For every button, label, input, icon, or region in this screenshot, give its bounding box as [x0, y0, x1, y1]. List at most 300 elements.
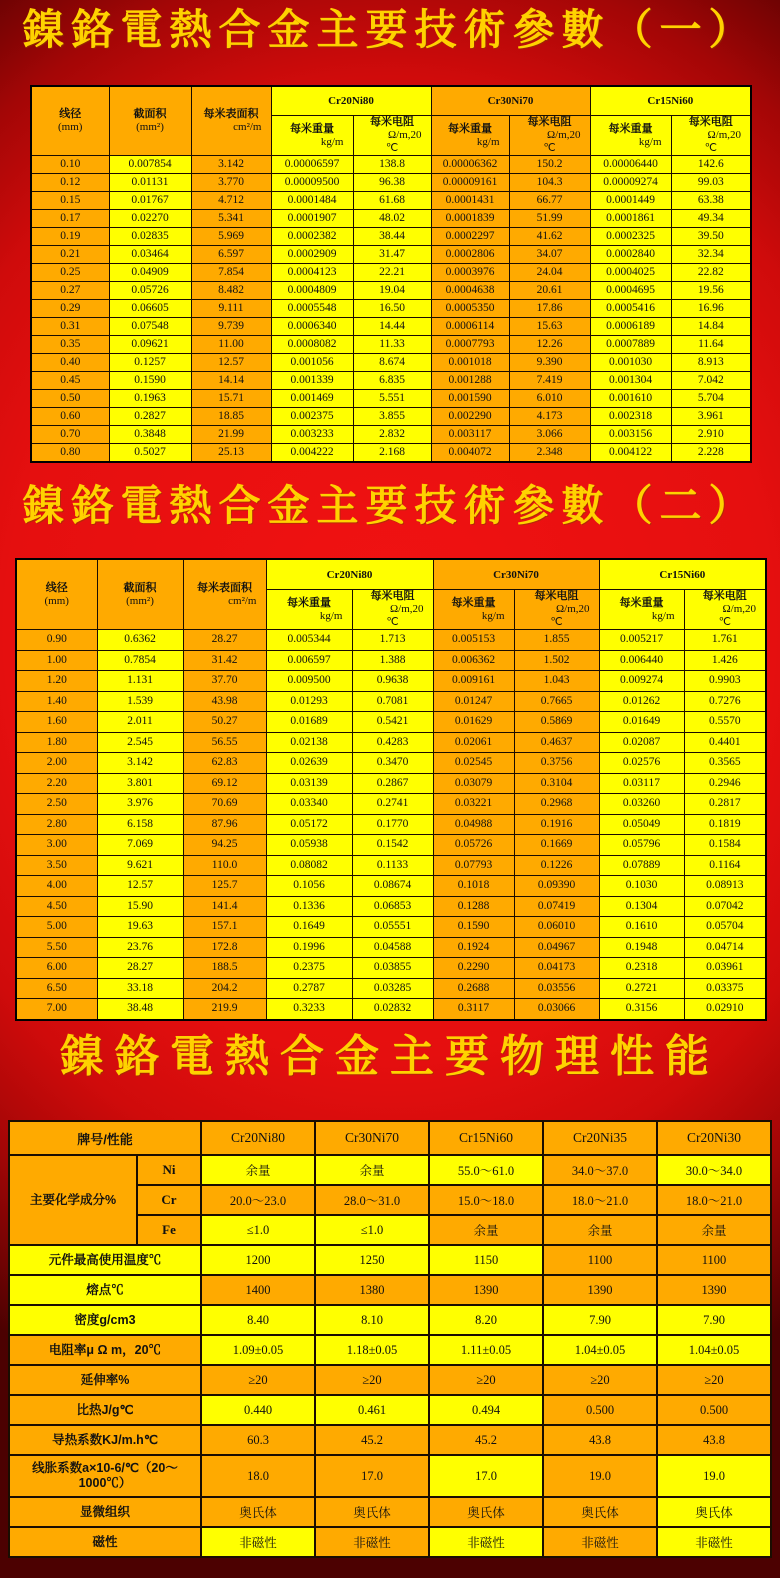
header-resistance-line1: 每米电阻	[534, 590, 579, 602]
data-cell: 1100	[543, 1245, 657, 1275]
data-cell: 34.07	[509, 246, 590, 264]
table-row	[16, 650, 766, 671]
data-cell: 0.001590	[431, 390, 509, 408]
data-cell: 0.00009500	[271, 174, 353, 192]
data-cell: 20.0～23.0	[201, 1185, 315, 1215]
header-resistance-line1: 每米电阻	[370, 116, 414, 128]
data-cell: 3.50	[16, 855, 97, 876]
data-cell: 0.1948	[599, 937, 684, 958]
data-cell: 39.50	[671, 228, 751, 246]
header-alloy-cr20ni80: Cr20Ni80	[271, 86, 431, 116]
data-cell: 0.1304	[599, 896, 684, 917]
header-diameter-line2: (mm)	[58, 121, 83, 133]
data-cell: 150.2	[509, 156, 590, 174]
data-cell: 9.390	[509, 354, 590, 372]
data-cell: 0.1770	[352, 814, 433, 835]
data-cell: 0.01689	[266, 712, 352, 733]
data-cell: 12.57	[191, 354, 271, 372]
data-cell: 6.835	[353, 372, 431, 390]
header-diameter	[16, 559, 97, 630]
tech-params-table-2-body	[16, 630, 766, 1020]
data-cell: 0.7081	[352, 691, 433, 712]
data-cell: ≤1.0	[315, 1215, 429, 1245]
property-row	[9, 1455, 771, 1497]
data-cell: 18.85	[191, 408, 271, 426]
data-cell: 4.00	[16, 876, 97, 897]
data-cell: 37.70	[183, 671, 266, 692]
table-row	[16, 671, 766, 692]
chem-element-label: Ni	[137, 1155, 201, 1185]
header-resistance-line1: 每米电阻	[370, 590, 415, 602]
data-cell: 0.25	[31, 264, 109, 282]
table-row	[31, 246, 751, 264]
table-row	[16, 958, 766, 979]
data-cell: 0.4283	[352, 732, 433, 753]
data-cell: 0.27	[31, 282, 109, 300]
tech-params-table-2	[15, 558, 767, 1021]
data-cell: 0.01293	[266, 691, 352, 712]
data-cell: 0.0001484	[271, 192, 353, 210]
data-cell: 41.62	[509, 228, 590, 246]
data-cell: 0.2721	[599, 978, 684, 999]
data-cell: 0.09621	[109, 336, 191, 354]
data-cell: 0.1030	[599, 876, 684, 897]
property-label: 线胀系数a×10-6/℃（20～1000℃）	[9, 1455, 201, 1497]
table-row	[31, 372, 751, 390]
data-cell: 0.1590	[109, 372, 191, 390]
header-resistance-per-meter	[353, 116, 431, 156]
data-cell: 3.142	[97, 753, 183, 774]
data-cell: 0.1018	[433, 876, 514, 897]
header-diameter-line2: (mm)	[44, 594, 69, 607]
data-cell: 0.07042	[684, 896, 766, 917]
header-surface-area-line1: 每米表面积	[197, 581, 252, 594]
data-cell: 2.348	[509, 444, 590, 463]
data-cell: 1390	[429, 1275, 543, 1305]
data-cell: 0.5869	[514, 712, 599, 733]
data-cell: 1150	[429, 1245, 543, 1275]
data-cell: 0.06853	[352, 896, 433, 917]
property-label: 磁性	[9, 1527, 201, 1557]
header-resistance-line3: ℃	[543, 142, 556, 154]
data-cell: 0.02835	[109, 228, 191, 246]
data-cell: ≥20	[429, 1365, 543, 1395]
table-row	[31, 156, 751, 174]
header-alloy-cr15ni60: Cr15Ni60	[599, 559, 766, 590]
data-cell: 142.6	[671, 156, 751, 174]
data-cell: 0.03340	[266, 794, 352, 815]
data-cell: 0.0004025	[590, 264, 671, 282]
data-cell: 0.1996	[266, 937, 352, 958]
data-cell: 0.002290	[431, 408, 509, 426]
data-cell: 0.0008082	[271, 336, 353, 354]
property-label: 延伸率%	[9, 1365, 201, 1395]
data-cell: 0.05726	[109, 282, 191, 300]
data-cell: 0.500	[543, 1395, 657, 1425]
data-cell: 15.63	[509, 318, 590, 336]
data-cell: 0.3848	[109, 426, 191, 444]
data-cell: 96.38	[353, 174, 431, 192]
header-resistance-line3: ℃	[386, 616, 399, 628]
data-cell: 1.18±0.05	[315, 1335, 429, 1365]
data-cell: 23.76	[97, 937, 183, 958]
data-cell: 1.043	[514, 671, 599, 692]
data-cell: 0.05938	[266, 835, 352, 856]
data-cell: 43.8	[657, 1425, 771, 1455]
property-row	[9, 1245, 771, 1275]
data-cell: 0.1669	[514, 835, 599, 856]
data-cell: 8.482	[191, 282, 271, 300]
data-cell: 0.001339	[271, 372, 353, 390]
header-resistance-per-meter	[509, 116, 590, 156]
header-resistance-per-meter	[352, 590, 433, 630]
table-row	[31, 318, 751, 336]
data-cell: 0.00009161	[431, 174, 509, 192]
property-label: 比热J/g℃	[9, 1395, 201, 1425]
data-cell: 110.0	[183, 855, 266, 876]
data-cell: 0.00006362	[431, 156, 509, 174]
data-cell: 7.069	[97, 835, 183, 856]
data-cell: 0.05172	[266, 814, 352, 835]
table-row	[16, 691, 766, 712]
header-surface-area	[183, 559, 266, 630]
property-row	[9, 1497, 771, 1527]
data-cell: 5.969	[191, 228, 271, 246]
data-cell: 奥氏体	[315, 1497, 429, 1527]
data-cell: 0.05726	[433, 835, 514, 856]
property-row	[9, 1275, 771, 1305]
data-cell: 8.10	[315, 1305, 429, 1335]
data-cell: 0.05796	[599, 835, 684, 856]
data-cell: 0.001056	[271, 354, 353, 372]
data-cell: 0.003156	[590, 426, 671, 444]
data-cell: 0.02545	[433, 753, 514, 774]
data-cell: 0.9903	[684, 671, 766, 692]
header-weight-per-meter	[599, 590, 684, 630]
header-resistance-line3: ℃	[718, 616, 731, 628]
data-cell: 0.3104	[514, 773, 599, 794]
header-diameter-line1: 线径	[45, 581, 68, 594]
data-cell: 0.03079	[433, 773, 514, 794]
header-cross-section-line1: 截面积	[123, 581, 157, 594]
data-cell: 4.173	[509, 408, 590, 426]
header-weight-per-meter	[431, 116, 509, 156]
data-cell: 0.2290	[433, 958, 514, 979]
data-cell: 204.2	[183, 978, 266, 999]
data-cell: 0.40	[31, 354, 109, 372]
data-cell: 0.0004638	[431, 282, 509, 300]
header-grade-property: 牌号/性能	[9, 1121, 201, 1155]
data-cell: 0.01131	[109, 174, 191, 192]
table-row	[31, 390, 751, 408]
data-cell: 0.2968	[514, 794, 599, 815]
table-row	[16, 732, 766, 753]
data-cell: 125.7	[183, 876, 266, 897]
data-cell: 0.31	[31, 318, 109, 336]
data-cell: 0.03556	[514, 978, 599, 999]
table-row	[16, 814, 766, 835]
table-row	[31, 174, 751, 192]
header-weight-line1: 每米重量	[608, 122, 653, 135]
tech-params-table-1	[30, 85, 752, 463]
table-row	[16, 712, 766, 733]
table-row	[31, 192, 751, 210]
data-cell: 0.12	[31, 174, 109, 192]
data-cell: 0.1257	[109, 354, 191, 372]
data-cell: 55.0～61.0	[429, 1155, 543, 1185]
header-resistance-line2: Ω/m,20	[722, 603, 757, 615]
data-cell: 0.0001449	[590, 192, 671, 210]
data-cell: 18.0～21.0	[657, 1185, 771, 1215]
data-cell: 0.001030	[590, 354, 671, 372]
data-cell: 8.913	[671, 354, 751, 372]
data-cell: 0.2867	[352, 773, 433, 794]
data-cell: 14.84	[671, 318, 751, 336]
data-cell: 1.00	[16, 650, 97, 671]
data-cell: 1.40	[16, 691, 97, 712]
data-cell: 6.010	[509, 390, 590, 408]
data-cell: 19.0	[543, 1455, 657, 1497]
data-cell: 0.1649	[266, 917, 352, 938]
data-cell: 1.426	[684, 650, 766, 671]
data-cell: 61.68	[353, 192, 431, 210]
data-cell: 0.50	[31, 390, 109, 408]
data-cell: 49.34	[671, 210, 751, 228]
data-cell: 141.4	[183, 896, 266, 917]
data-cell: 17.0	[315, 1455, 429, 1497]
property-row	[9, 1365, 771, 1395]
property-row	[9, 1527, 771, 1557]
header-row-alloys	[31, 86, 751, 116]
data-cell: 0.09390	[514, 876, 599, 897]
data-cell: 6.597	[191, 246, 271, 264]
data-cell: 28.27	[183, 630, 266, 651]
data-cell: 0.5421	[352, 712, 433, 733]
data-cell: 2.20	[16, 773, 97, 794]
data-cell: 0.04909	[109, 264, 191, 282]
data-cell: 0.3156	[599, 999, 684, 1020]
data-cell: 1.20	[16, 671, 97, 692]
data-cell: 12.26	[509, 336, 590, 354]
data-cell: 1250	[315, 1245, 429, 1275]
data-cell: 17.0	[429, 1455, 543, 1497]
data-cell: 31.47	[353, 246, 431, 264]
data-cell: 0.7854	[97, 650, 183, 671]
data-cell: 3.855	[353, 408, 431, 426]
data-cell: 8.40	[201, 1305, 315, 1335]
header-resistance-line2: Ω/m,20	[707, 129, 742, 141]
data-cell: 0.2741	[352, 794, 433, 815]
table-row	[31, 444, 751, 463]
data-cell: 24.04	[509, 264, 590, 282]
data-cell: 0.08913	[684, 876, 766, 897]
table-row	[16, 773, 766, 794]
chem-row-ni	[9, 1155, 771, 1185]
data-cell: 0.02138	[266, 732, 352, 753]
data-cell: 43.98	[183, 691, 266, 712]
data-cell: 0.0004809	[271, 282, 353, 300]
data-cell: 0.02576	[599, 753, 684, 774]
data-cell: 0.3233	[266, 999, 352, 1020]
data-cell: 0.0005350	[431, 300, 509, 318]
data-cell: 5.551	[353, 390, 431, 408]
data-cell: 12.57	[97, 876, 183, 897]
data-cell: 0.001304	[590, 372, 671, 390]
data-cell: 157.1	[183, 917, 266, 938]
tech-params-table-1-body	[31, 156, 751, 463]
data-cell: 0.08082	[266, 855, 352, 876]
data-cell: 30.0～34.0	[657, 1155, 771, 1185]
data-cell: 43.8	[543, 1425, 657, 1455]
data-cell: 9.739	[191, 318, 271, 336]
chem-element-label: Fe	[137, 1215, 201, 1245]
header-resistance-line2: Ω/m,20	[546, 129, 581, 141]
data-cell: 2.545	[97, 732, 183, 753]
data-cell: 0.07419	[514, 896, 599, 917]
header-surface-area-line2: cm²/m	[233, 121, 262, 133]
header-resistance-line1: 每米电阻	[688, 116, 733, 128]
property-label: 导热系数KJ/m.h℃	[9, 1425, 201, 1455]
data-cell: 0.002318	[590, 408, 671, 426]
header-resistance-per-meter	[684, 590, 766, 630]
data-cell: 1.131	[97, 671, 183, 692]
data-cell: 1.502	[514, 650, 599, 671]
table-row	[31, 228, 751, 246]
header-weight-per-meter	[590, 116, 671, 156]
header-weight-per-meter	[266, 590, 352, 630]
data-cell: 0.5570	[684, 712, 766, 733]
data-cell: 0.4401	[684, 732, 766, 753]
data-cell: 63.38	[671, 192, 751, 210]
header-weight-per-meter	[271, 116, 353, 156]
data-cell: 0.0001839	[431, 210, 509, 228]
data-cell: 11.33	[353, 336, 431, 354]
data-cell: 19.56	[671, 282, 751, 300]
data-cell: 0.70	[31, 426, 109, 444]
data-cell: 0.01629	[433, 712, 514, 733]
data-cell: 0.00006597	[271, 156, 353, 174]
header-surface-area	[191, 86, 271, 156]
data-cell: 奥氏体	[543, 1497, 657, 1527]
data-cell: 16.50	[353, 300, 431, 318]
data-cell: 非磁性	[315, 1527, 429, 1557]
data-cell: 0.45	[31, 372, 109, 390]
data-cell: 9.621	[97, 855, 183, 876]
data-cell: 5.341	[191, 210, 271, 228]
data-cell: 8.674	[353, 354, 431, 372]
data-cell: 2.832	[353, 426, 431, 444]
data-cell: 0.02087	[599, 732, 684, 753]
data-cell: 0.005153	[433, 630, 514, 651]
data-cell: 0.0002325	[590, 228, 671, 246]
header-weight-line1: 每米重量	[448, 122, 493, 135]
data-cell: ≥20	[315, 1365, 429, 1395]
data-cell: 0.001469	[271, 390, 353, 408]
data-cell: 28.27	[97, 958, 183, 979]
data-cell: 7.90	[657, 1305, 771, 1335]
table-row	[31, 282, 751, 300]
data-cell: 0.0001907	[271, 210, 353, 228]
data-cell: 0.0006189	[590, 318, 671, 336]
header-surface-area-line2: cm²/m	[228, 594, 257, 607]
data-cell: 0.1056	[266, 876, 352, 897]
data-cell: 11.64	[671, 336, 751, 354]
header-cross-section-line2: (mm²)	[126, 594, 154, 607]
data-cell: 0.0002382	[271, 228, 353, 246]
data-cell: 9.111	[191, 300, 271, 318]
data-cell: 0.1288	[433, 896, 514, 917]
page-title-tech-params-1: 鎳鉻電熱合金主要技術參數（一）	[22, 5, 758, 54]
table-row	[16, 855, 766, 876]
data-cell: 0.2817	[684, 794, 766, 815]
property-label: 显微组织	[9, 1497, 201, 1527]
data-cell: 非磁性	[429, 1527, 543, 1557]
table-row	[16, 835, 766, 856]
data-cell: 0.1164	[684, 855, 766, 876]
header-alloy-cr20ni80: Cr20Ni80	[266, 559, 433, 590]
header-diameter	[31, 86, 109, 156]
data-cell: 45.2	[315, 1425, 429, 1455]
data-cell: 0.1963	[109, 390, 191, 408]
header-resistance-per-meter	[514, 590, 599, 630]
data-cell: 0.1133	[352, 855, 433, 876]
data-cell: 0.1924	[433, 937, 514, 958]
data-cell: 66.77	[509, 192, 590, 210]
data-cell: 0.0001861	[590, 210, 671, 228]
data-cell: 6.00	[16, 958, 97, 979]
data-cell: 2.910	[671, 426, 751, 444]
data-cell: 18.0～21.0	[543, 1185, 657, 1215]
data-cell: 3.961	[671, 408, 751, 426]
header-resistance-line2: Ω/m,20	[389, 603, 424, 615]
data-cell: 0.03961	[684, 958, 766, 979]
data-cell: 0.500	[657, 1395, 771, 1425]
data-cell: 奥氏体	[657, 1497, 771, 1527]
data-cell: 0.3565	[684, 753, 766, 774]
header-weight-line2: kg/m	[320, 135, 344, 148]
data-cell: 51.99	[509, 210, 590, 228]
data-cell: 0.006440	[599, 650, 684, 671]
table-row	[16, 978, 766, 999]
data-cell: 3.770	[191, 174, 271, 192]
data-cell: 0.001288	[431, 372, 509, 390]
data-cell: 0.002375	[271, 408, 353, 426]
data-cell: 32.34	[671, 246, 751, 264]
data-cell: 非磁性	[657, 1527, 771, 1557]
header-resistance-line2: Ω/m,20	[387, 129, 422, 141]
data-cell: 0.7665	[514, 691, 599, 712]
header-weight-line1: 每米重量	[287, 596, 331, 609]
data-cell: 2.00	[16, 753, 97, 774]
table-row	[16, 896, 766, 917]
table-row	[16, 753, 766, 774]
data-cell: 8.20	[429, 1305, 543, 1335]
data-cell: 0.06010	[514, 917, 599, 938]
header-weight-line1: 每米重量	[290, 122, 334, 135]
data-cell: 2.50	[16, 794, 97, 815]
header-row-alloys	[16, 559, 766, 590]
data-cell: 0.03260	[599, 794, 684, 815]
data-cell: 0.1542	[352, 835, 433, 856]
data-cell: 1.09±0.05	[201, 1335, 315, 1365]
data-cell: 2.168	[353, 444, 431, 463]
table-row	[16, 876, 766, 897]
data-cell: 0.1584	[684, 835, 766, 856]
data-cell: 104.3	[509, 174, 590, 192]
data-cell: 0.001610	[590, 390, 671, 408]
data-cell: 0.0005416	[590, 300, 671, 318]
data-cell: 0.35	[31, 336, 109, 354]
